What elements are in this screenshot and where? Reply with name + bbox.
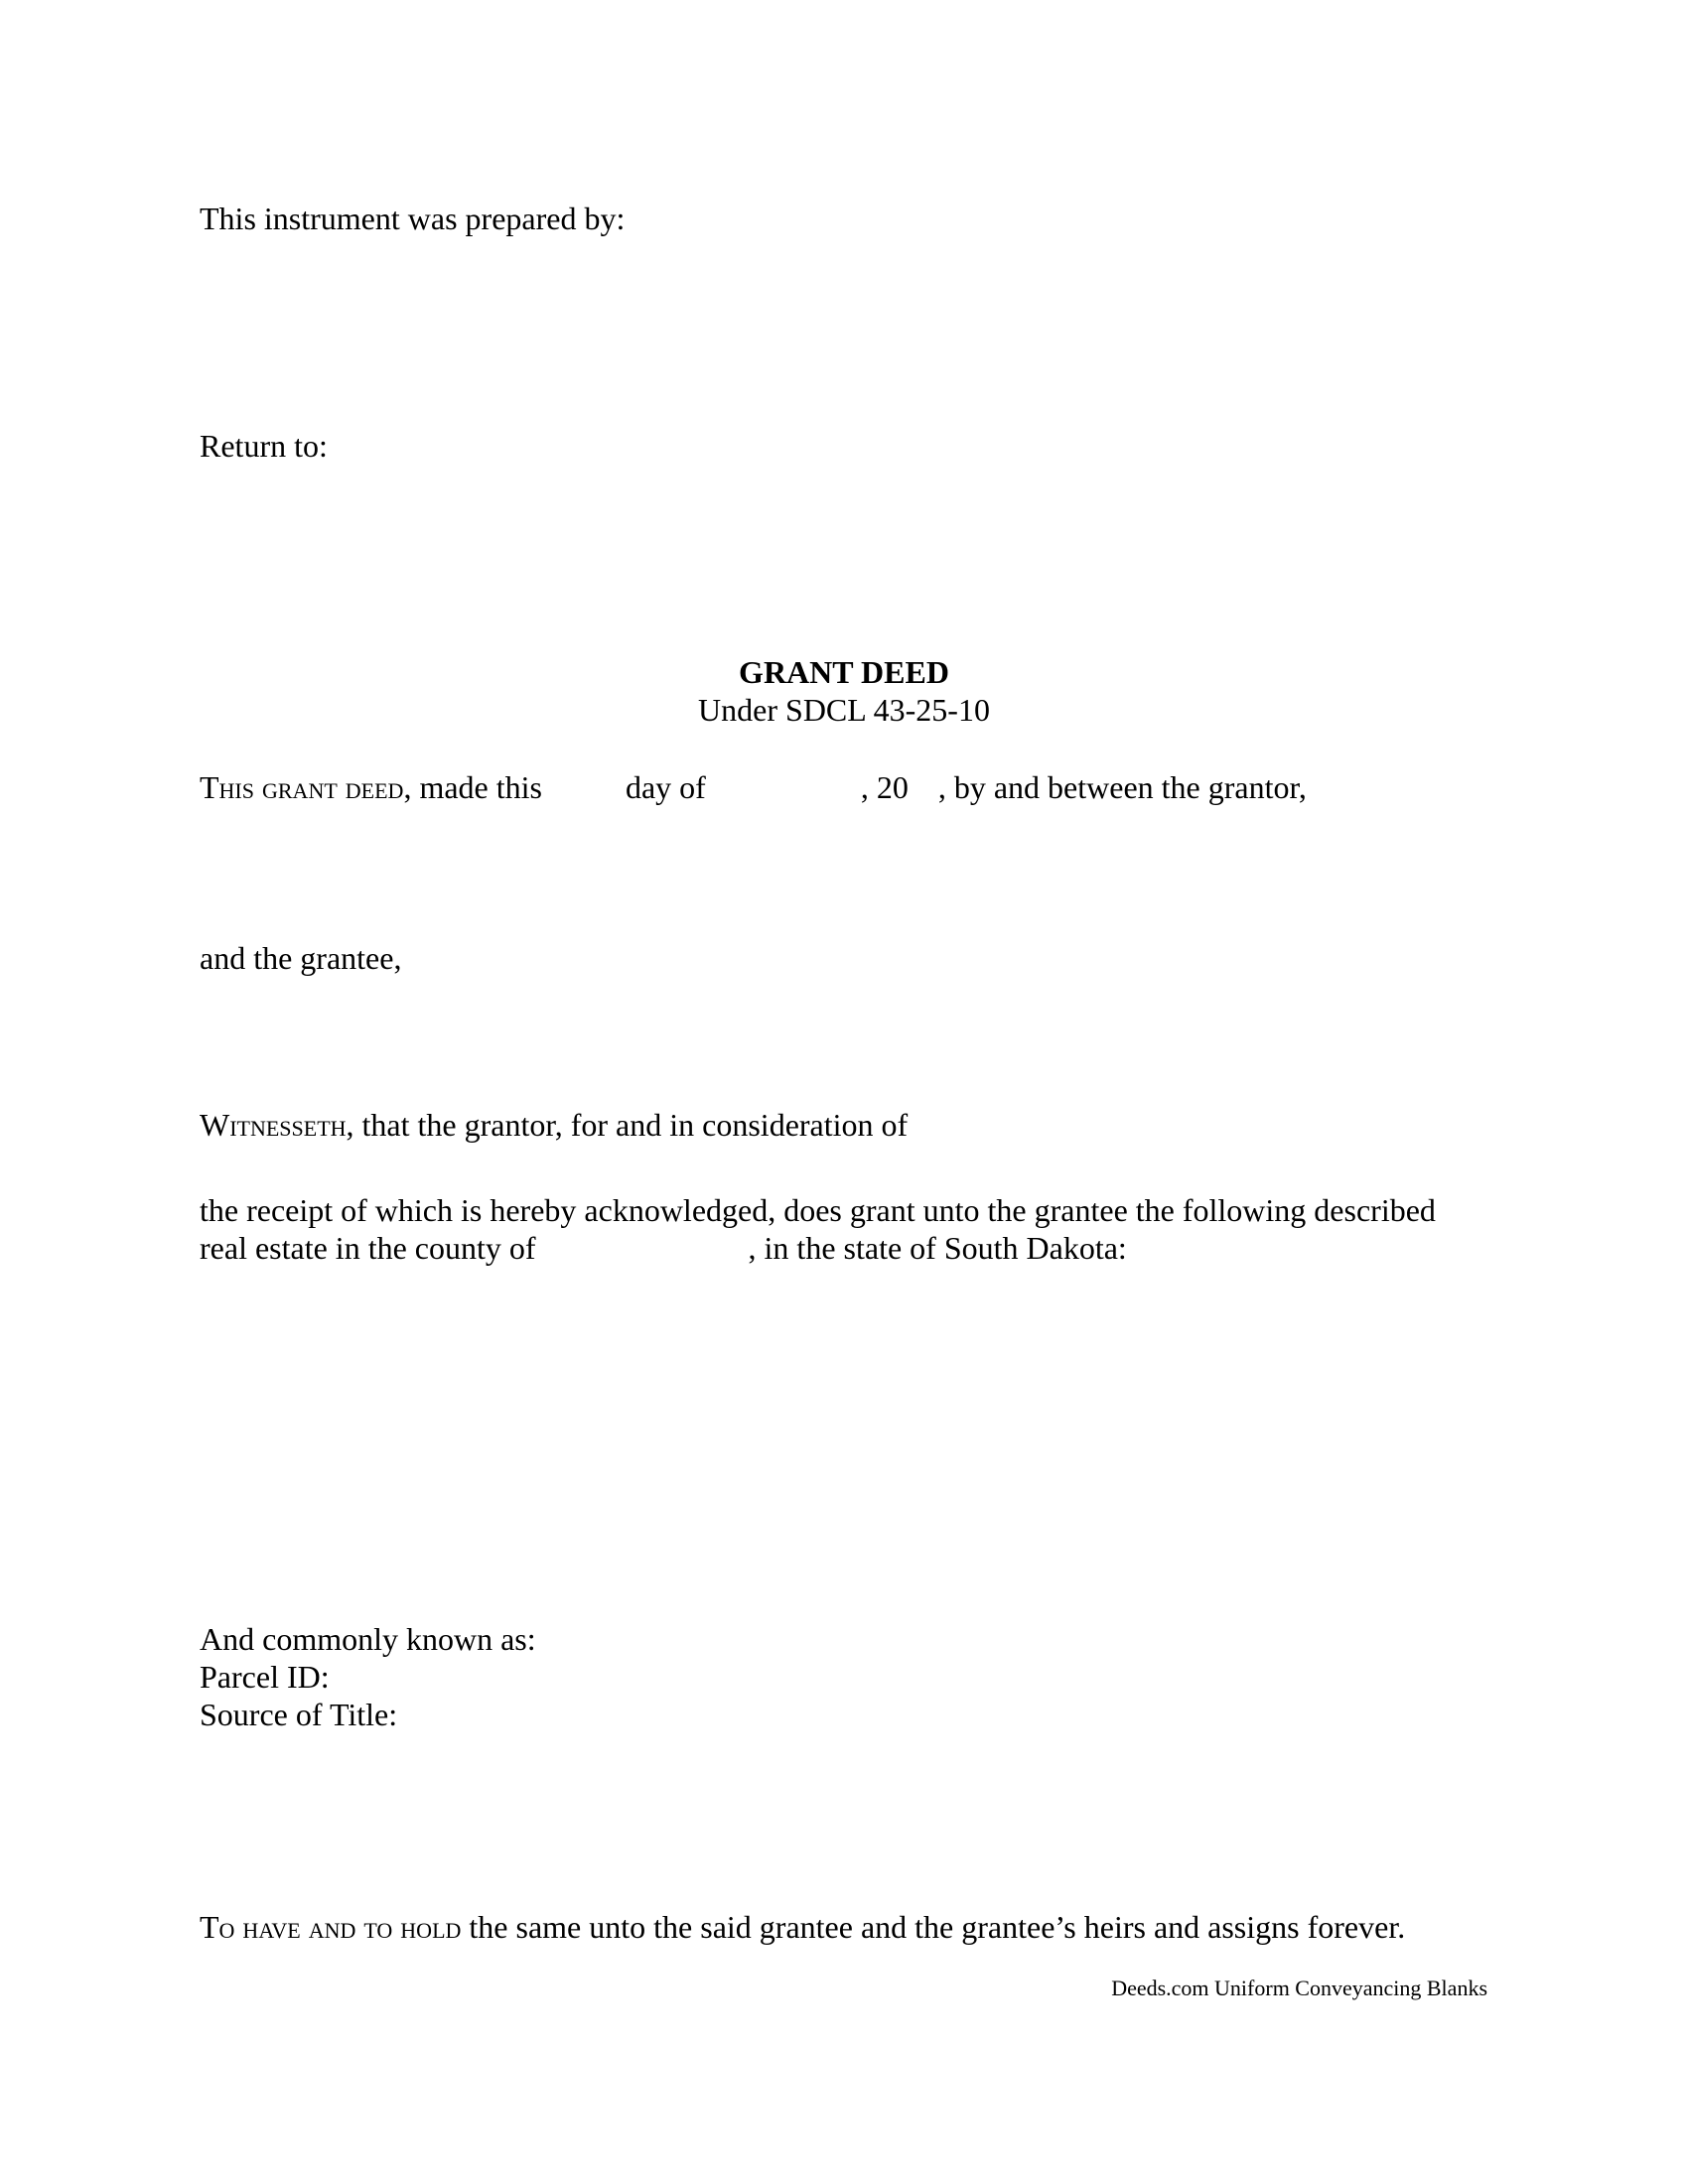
habendum-caps-text: To have and to hold	[200, 1909, 462, 1945]
receipt-line-1: the receipt of which is hereby acknowledged, does grant unto the grantee the following described	[200, 1192, 1436, 1228]
grantee-line: and the grantee,	[200, 940, 402, 976]
commonly-known-label: And commonly known as:	[200, 1621, 536, 1657]
source-of-title-label: Source of Title:	[200, 1697, 398, 1732]
intro-day-of-text: day of	[625, 769, 706, 805]
witnesseth-rest-text: , that the grantor, for and in consideration of	[346, 1107, 909, 1143]
intro-caps-text: This grant deed	[200, 769, 404, 805]
return-to-label: Return to:	[200, 428, 328, 464]
intro-made-text: , made this	[403, 769, 542, 805]
intro-end-text: , by and between the grantor,	[937, 769, 1307, 805]
witnesseth-caps-text: Witnesseth	[200, 1107, 347, 1143]
intro-year-text: , 20	[860, 769, 909, 805]
parcel-id-label: Parcel ID:	[200, 1659, 330, 1695]
intro-paragraph	[200, 768, 1307, 806]
receipt-line-2	[200, 1229, 1127, 1267]
witnesseth-paragraph	[200, 1106, 908, 1144]
document-subtitle: Under SDCL 43-25-10	[698, 692, 990, 728]
receipt-line-2-start: real estate in the county of	[200, 1230, 536, 1266]
document-title: GRANT DEED	[739, 654, 949, 690]
habendum-clause	[200, 1908, 1405, 1946]
habendum-rest-text: the same unto the said grantee and the grantee’s heirs and assigns forever.	[461, 1909, 1406, 1945]
receipt-line-2-end: , in the state of South Dakota:	[748, 1230, 1127, 1266]
prepared-by-label: This instrument was prepared by:	[200, 201, 626, 236]
footer-text: Deeds.com Uniform Conveyancing Blanks	[1111, 1976, 1487, 2000]
